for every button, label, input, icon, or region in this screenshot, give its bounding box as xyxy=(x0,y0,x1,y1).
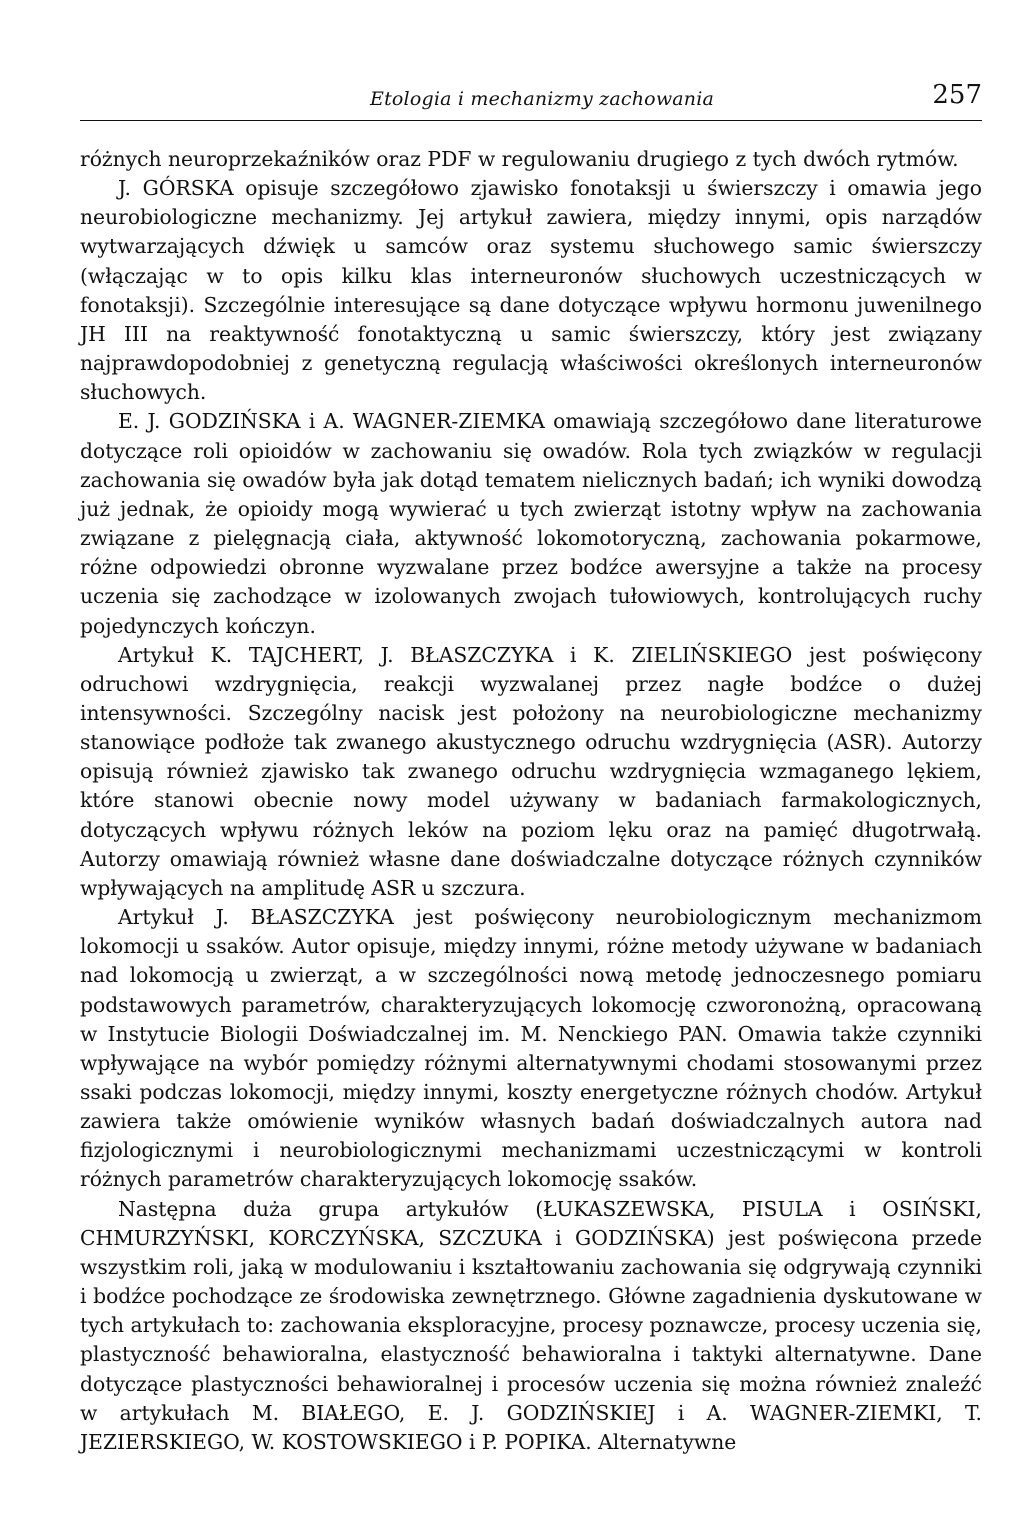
page-number: 257 xyxy=(932,80,982,110)
paragraph-blaszczyk: Artykuł J. BŁASZCZYKA jest poświęcony neurobiologicznym mechanizmom lokomocji u ssaków. Autor opisuje, między innymi, różne metody używane w badaniach nad lokomocją u zwierząt, a w szczególności nową metodę jednoczesnego pomiaru podstawowych parametrów, charakteryzujących lokomocję czworonożną, opracowaną w Instytucie Biologii Doświadczalnej im. M. Nenckiego PAN. Omawia także czynniki wpływające na wybór pomiędzy różnymi alternatywnymi chodami stosowanymi przez ssaki podczas lokomocji, między innymi, koszty energetyczne różnych chodów. Artykuł zawiera także omówienie wyników własnych badań doświadczalnych autora nad fizjologicznymi i neurobiologicznymi mechanizmami uczestniczącymi w kontroli różnych parametrów charakteryzujących lokomocję ssaków. xyxy=(80,905,982,1192)
paragraph-godzinska-wagner-ziemka: E. J. GODZIŃSKA i A. WAGNER-ZIEMKA omawiają szczegółowo dane literaturowe dotyczące roli opioidów w zachowaniu się owadów. Rola tych związków w regulacji zachowania się owadów była jak dotąd tematem nielicznych badań; ich wyniki dowodzą już jednak, że opioidy mogą wywierać u tych zwierząt istotny wpływ na zachowania związane z pielęgnacją ciała, aktywność lokomotoryczną, zachowania pokarmowe, różne odpowiedzi obronne wyzwalane przez bodźce awersyjne a także na procesy uczenia się zachodzące w izolowanych zwojach tułowiowych, kontrolujących ruchy pojedynczych kończyn. xyxy=(80,409,982,638)
body-text xyxy=(80,145,982,1457)
paragraph-gorska: J. GÓRSKA opisuje szczegółowo zjawisko fonotaksji u świerszczy i omawia jego neurobiologiczne mechanizmy. Jej artykuł zawiera, między innymi, opis narządów wytwarzających dźwięk u samców oraz systemu słuchowego samic świerszczy (włączając w to opis kilku klas interneuronów słuchowych uczestniczących w fonotaksji). Szczególnie interesujące są dane dotyczące wpływu hormonu juwenilnego JH III na reaktywność fonotaktyczną u samic świerszczy, który jest związany najprawdopodobniej z genetyczną regulacją właściwości określonych interneuronów słuchowych. xyxy=(80,176,982,405)
paragraph-next-group: Następna duża grupa artykułów (ŁUKASZEWSKA, PISULA i OSIŃSKI, CHMURZYŃSKI, KORCZYŃSKA, SZCZUKA i GODZIŃSKA) jest poświęcona przede wszystkim roli, jaką w modulowaniu i kształtowaniu zachowania się odgrywają czynniki i bodźce pochodzące ze środowiska zewnętrznego. Główne zagadnienia dyskutowane w tych artykułach to: zachowania eksploracyjne, procesy poznawcze, procesy uczenia się, plastyczność behawioralna, elastyczność behawioralna i taktyki alternatywne. Dane dotyczące plastyczności behawioralnej i procesów uczenia się można również znaleźć w artykułach M. BIAŁEGO, E. J. GODZIŃSKIEJ i A. WAGNER-ZIEMKI, T. JEZIERSKIEGO, W. KOSTOWSKIEGO i P. POPIKA. Alternatywne xyxy=(80,1196,982,1454)
running-title: Etologia i mechanizmy zachowania xyxy=(370,88,715,110)
paragraph-tajchert-blaszczyk-zielinski: Artykuł K. TAJCHERT, J. BŁASZCZYKA i K. ZIELIŃSKIEGO jest poświęcony odruchowi wzdrygnięcia, reakcji wyzwalanej przez nagłe bodźce o dużej intensywności. Szczególny nacisk jest położony na neurobiologiczne mechanizmy stanowiące podłoże tak zwanego akustycznego odruchu wzdrygnięcia (ASR). Autorzy opisują również zjawisko tak zwanego odruchu wzdrygnięcia wzmaganego lękiem, które stanowi obecnie nowy model używany w badaniach farmakologicznych, dotyczących wpływu różnych leków na poziom lęku oraz na pamięć długotrwałą. Autorzy omawiają również własne dane doświadczalne dotyczące różnych czynników wpływających na amplitudę ASR u szczura. xyxy=(80,642,982,900)
paragraph-continuation: różnych neuroprzekaźników oraz PDF w regulowaniu drugiego z tych dwóch rytmów. xyxy=(80,147,959,171)
running-header xyxy=(80,80,982,121)
